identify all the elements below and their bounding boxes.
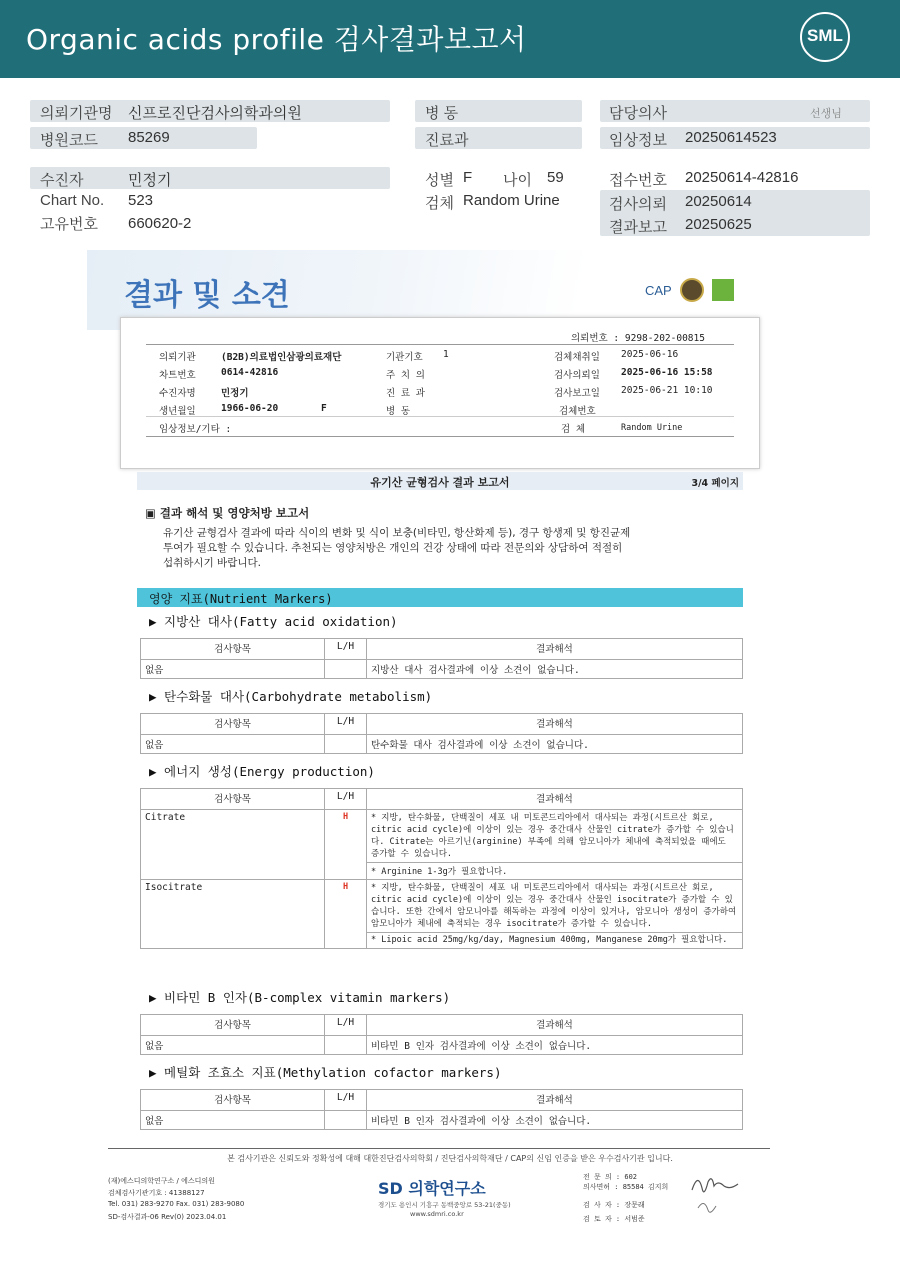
name-label: 수진자	[40, 172, 84, 189]
item-cell: 없음	[141, 1111, 325, 1130]
cap-logo: CAP	[645, 282, 672, 298]
uid-label: 고유번호	[40, 216, 98, 233]
req-no-label: 의뢰번호 :	[571, 333, 620, 344]
footer-left-line: Tel. 031) 283-9270 Fax. 031) 283-9080	[108, 1200, 245, 1208]
sml-logo-text: SML	[807, 26, 843, 45]
req-org-label: 의뢰기관명	[40, 105, 113, 122]
req-no-value: 9298-202-00815	[624, 333, 705, 344]
info-value: 2025-06-16	[621, 349, 679, 360]
interp-cell: 지방산 대사 검사결과에 이상 소견이 없습니다.	[367, 660, 743, 679]
name-bar	[30, 167, 390, 189]
energy-table	[140, 788, 743, 949]
info-value: 민정기	[221, 388, 249, 399]
info-label: 의뢰기관	[159, 352, 196, 363]
info-label: 주 치 의	[386, 370, 425, 381]
info-value: (B2B)의료법인삼광의료재단	[221, 352, 342, 363]
interpretation-line: 투여가 필요할 수 있습니다. 추천되는 영양처방은 개인의 건강 상태에 따라 전문의와 상담하여 적절히	[163, 542, 623, 554]
table-header-row	[141, 789, 743, 810]
interpretation-line: 섭취하시기 바랍니다.	[163, 557, 261, 569]
methyl-table	[140, 1089, 743, 1130]
col-lh: L/H	[325, 1015, 367, 1036]
info-label: 생년월일	[159, 406, 196, 417]
lh-cell: H	[325, 810, 367, 880]
dept-label: 진료과	[425, 132, 469, 149]
footer-divider	[108, 1148, 770, 1149]
nutrient-markers-title: 영양 지표(Nutrient Markers)	[149, 592, 333, 606]
sex-label: 성별	[425, 172, 454, 189]
lab-url: www.sdmri.co.kr	[410, 1210, 464, 1218]
specimen-value: Random Urine	[463, 192, 560, 209]
report-header	[0, 0, 900, 78]
nutrient-markers-bar	[137, 588, 743, 607]
col-item: 검사항목	[141, 714, 325, 735]
interp-cell: 탄수화물 대사 검사결과에 이상 소견이 없습니다.	[367, 735, 743, 754]
info-value: 0614-42816	[221, 367, 279, 378]
info-sex: F	[321, 403, 327, 414]
name-value: 민정기	[128, 172, 172, 189]
table-row	[141, 735, 743, 754]
col-item: 검사항목	[141, 1090, 325, 1111]
report-date-label: 결과보고	[609, 219, 667, 236]
info-label: 수진자명	[159, 388, 196, 399]
col-item: 검사항목	[141, 1015, 325, 1036]
methyl-title: ▶ 메틸화 조효소 지표(Methylation cofactor markers)	[149, 1065, 502, 1080]
table-row	[141, 880, 743, 933]
interp-cell: 비타민 B 인자 검사결과에 이상 소견이 없습니다.	[367, 1036, 743, 1055]
table-header-row	[141, 1015, 743, 1036]
page-title: Organic acids profile 검사결과보고서	[26, 23, 527, 56]
doctor-note: 선생님	[810, 108, 842, 120]
vitb-table	[140, 1014, 743, 1055]
interpretation-heading: ▣ 결과 해석 및 영양처방 보고서	[145, 506, 310, 520]
info-top-line	[146, 344, 734, 345]
info-mid-line	[146, 416, 734, 417]
col-interp: 결과해석	[367, 789, 743, 810]
lh-cell	[325, 735, 367, 754]
interpretation-text	[163, 526, 630, 571]
footer-left-line: 검체검사기관기호 : 41388127	[108, 1189, 205, 1197]
info-label: 검체번호	[559, 406, 596, 417]
chart-label: Chart No.	[40, 192, 105, 209]
table-row	[141, 1036, 743, 1055]
accreditation-logos	[645, 278, 734, 302]
table-header-row	[141, 714, 743, 735]
col-lh: L/H	[325, 639, 367, 660]
hosp-code-label: 병원코드	[40, 132, 98, 149]
rx-cell: * Arginine 1-3g가 필요합니다.	[367, 863, 743, 880]
lh-cell	[325, 1111, 367, 1130]
recv-label: 접수번호	[609, 172, 667, 189]
rx-cell: * Lipoic acid 25mg/kg/day, Magnesium 400mg, Manganese 20mg가 필요합니다.	[367, 933, 743, 949]
info-label: 검체채취일	[554, 352, 600, 363]
lh-cell	[325, 660, 367, 679]
hosp-code-value: 85269	[128, 129, 170, 146]
table-row	[141, 810, 743, 863]
ward-label: 병 동	[425, 105, 459, 122]
info-label: 검사보고일	[554, 388, 600, 399]
interp-cell: 비타민 B 인자 검사결과에 이상 소견이 없습니다.	[367, 1111, 743, 1130]
table-header-row	[141, 1090, 743, 1111]
col-interp: 결과해석	[367, 639, 743, 660]
chart-value: 523	[128, 192, 154, 209]
info-specimen-value: Random Urine	[621, 423, 683, 433]
col-lh: L/H	[325, 714, 367, 735]
item-cell: 없음	[141, 1036, 325, 1055]
report-title-bar	[137, 472, 743, 490]
item-cell: Citrate	[141, 810, 325, 880]
signature-icon	[688, 1168, 743, 1220]
banner-title: 결과 및 소견	[124, 278, 290, 313]
sd-lab-logo: SD 의학연구소	[378, 1179, 486, 1198]
clinical-label: 임상정보	[609, 132, 667, 149]
col-interp: 결과해석	[367, 714, 743, 735]
carb-table	[140, 713, 743, 754]
col-item: 검사항목	[141, 789, 325, 810]
age-value: 59	[547, 169, 564, 186]
col-lh: L/H	[325, 1090, 367, 1111]
item-cell: 없음	[141, 735, 325, 754]
info-label: 병 동	[386, 406, 411, 417]
table-row	[141, 660, 743, 679]
interpretation-line: 유기산 균형검사 결과에 따라 식이의 변화 및 식이 보충(비타민, 항산화제 등), 경구 항생제 및 항진균제	[163, 527, 631, 539]
page-number: 3/4 페이지	[691, 478, 739, 489]
footer-right-line: 의사면허 : 85584 김지희	[583, 1183, 669, 1191]
interp-cell: * 지방, 탄수화물, 단백질이 세포 내 미토콘드리아에서 대사되는 과정(시트르산 회로, citric acid cycle)에 이상이 있는 경우 중간대사 산물인 isocitrate가 증가할 수 있습니다. 또한 간에서 암모니아를 해독하는 과정에 이상이 있거나, 암모니아 생성이 증가하여 암모니아가 체내에 축적되는 경우 isocitrate가 증가할 수 있습니다.	[367, 880, 743, 933]
age-label: 나이	[503, 172, 532, 189]
footer-left-line: (재)에스디의학연구소 / 에스디의원	[108, 1177, 215, 1185]
footer-right-line: 검 사 자 : 장문래	[583, 1201, 645, 1209]
info-bottom-line	[146, 436, 734, 437]
col-interp: 결과해석	[367, 1015, 743, 1036]
clinical-note-label: 임상정보/기타 :	[159, 424, 232, 435]
info-value: 2025-06-21 10:10	[621, 385, 713, 396]
recv-value: 20250614-42816	[685, 169, 799, 186]
lab-address: 경기도 용인시 기흥구 동백중앙로 53-21(중동)	[378, 1201, 511, 1209]
lh-cell: H	[325, 880, 367, 949]
report-date-value: 20250625	[685, 216, 752, 233]
info-value: 1	[443, 349, 449, 360]
certification-note: 본 검사기관은 신뢰도와 정확성에 대해 대한진단검사의학회 / 진단검사의학재단 / CAP의 신임 인증을 받은 우수검사기관 입니다.	[227, 1154, 673, 1163]
table-header-row	[141, 639, 743, 660]
info-label: 기관기호	[386, 352, 423, 363]
footer-right-line: 전 문 의 : 602	[583, 1173, 638, 1181]
energy-title: ▶ 에너지 생성(Energy production)	[149, 764, 375, 779]
col-interp: 결과해석	[367, 1090, 743, 1111]
doctor-label: 담당의사	[609, 105, 667, 122]
sex-value: F	[463, 169, 473, 186]
embedded-report	[87, 250, 792, 1135]
req-date-value: 20250614	[685, 193, 752, 210]
sample-info-box	[120, 317, 760, 469]
interp-cell: * 지방, 탄수화물, 단백질이 세포 내 미토콘드리아에서 대사되는 과정(시트르산 회로, citric acid cycle)에 이상이 있는 경우 중간대사 산물인 citrate가 증가할 수 있습니다. Citrate는 아르기닌(arginine) 부족에 의해 암모니아가 체내에 축적되었을 때에도 증가할 수 있습니다.	[367, 810, 743, 863]
table-row	[141, 1111, 743, 1130]
item-cell: 없음	[141, 660, 325, 679]
fatty-acid-table	[140, 638, 743, 679]
seal-logo-icon	[680, 278, 704, 302]
req-date-label: 검사의뢰	[609, 196, 667, 213]
vitb-title: ▶ 비타민 B 인자(B-complex vitamin markers)	[149, 990, 451, 1005]
req-org-value: 신프로진단검사의학과의원	[128, 105, 302, 122]
footer-left-line: SD-검사결과-06 Rev(0) 2023.04.01	[108, 1213, 227, 1221]
clinical-value: 20250614523	[685, 129, 777, 146]
institution-logo-icon	[712, 279, 734, 301]
lh-cell	[325, 1036, 367, 1055]
report-title: 유기산 균형검사 결과 보고서	[370, 476, 510, 489]
info-label: 검사의뢰일	[554, 370, 600, 381]
sml-logo	[800, 12, 850, 62]
info-specimen-label: 검 체	[561, 424, 586, 435]
fatty-acid-title: ▶ 지방산 대사(Fatty acid oxidation)	[149, 614, 398, 629]
item-cell: Isocitrate	[141, 880, 325, 949]
col-item: 검사항목	[141, 639, 325, 660]
info-value: 2025-06-16 15:58	[621, 367, 713, 378]
info-label: 차트번호	[159, 370, 196, 381]
col-lh: L/H	[325, 789, 367, 810]
specimen-label: 검체	[425, 195, 454, 212]
uid-value: 660620-2	[128, 215, 192, 232]
info-label: 진 료 과	[386, 388, 425, 399]
carb-title: ▶ 탄수화물 대사(Carbohydrate metabolism)	[149, 689, 433, 704]
footer-right-line: 검 토 자 : 서범준	[583, 1215, 645, 1223]
info-value: 1966-06-20	[221, 403, 279, 414]
